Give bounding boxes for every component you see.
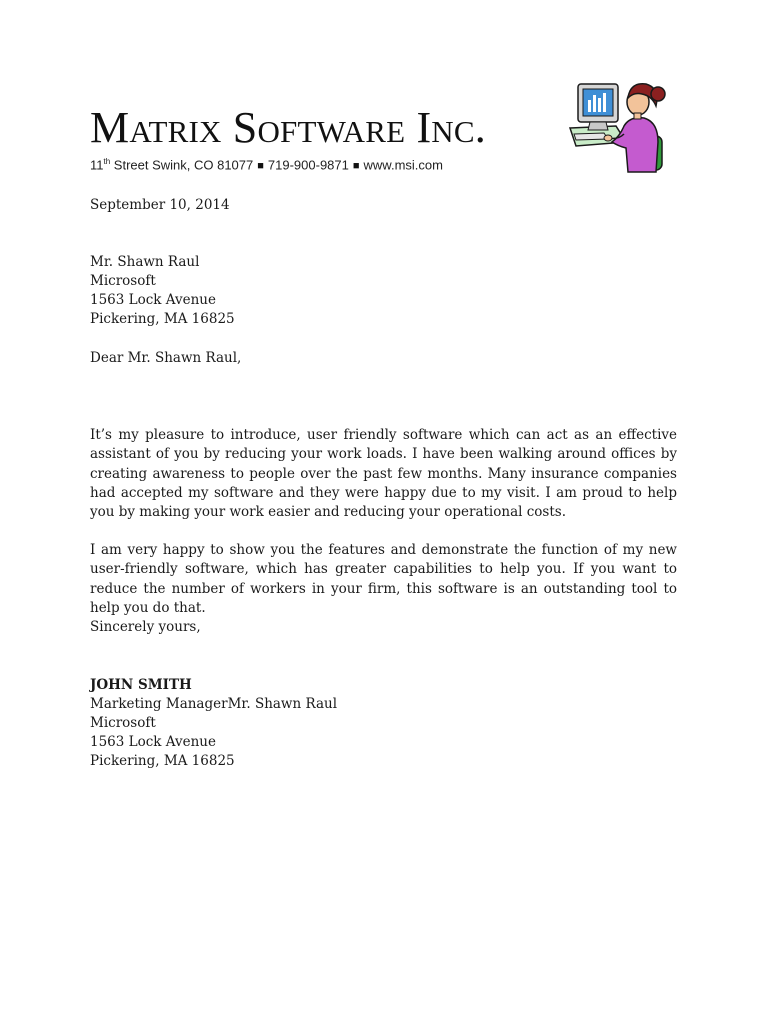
signature-title: Marketing ManagerMr. Shawn Raul (90, 696, 338, 712)
letter-date: September 10, 2014 (90, 197, 230, 213)
separator-icon: ■ (257, 160, 264, 173)
signature-company: Microsoft (90, 715, 156, 731)
separator-icon: ■ (352, 160, 360, 173)
address-street: Street Swink, CO 81077 (110, 157, 254, 173)
recipient-name: Mr. Shawn Raul (90, 254, 200, 270)
recipient-street: 1563 Lock Avenue (90, 292, 216, 308)
body-paragraph-1: It’s my pleasure to introduce, user friendly software which can act as an effective assistant of you by reducing your work loads. I have been walking around offices by creating awareness to people over the past few months. Many insurance companies had accepted my software and they were happy due to my visit. I am proud to help you by making your work easier and reducing your operational costs. (90, 427, 677, 521)
address-number: 11 (90, 157, 104, 173)
recipient-company: Microsoft (90, 273, 156, 289)
contact-line (90, 157, 443, 172)
signature-name: JOHN SMITH (90, 677, 192, 693)
woman-at-computer-icon (568, 76, 668, 178)
company-name: Matrix Software Inc. (90, 103, 486, 152)
closing: Sincerely yours, (90, 619, 201, 635)
body-paragraph-2: I am very happy to show you the features and demonstrate the function of my new user-friendly software, which has greater capabilities to help you. If you want to reduce the number of workers in your firm, this software is an outstanding tool to help you do that. (90, 542, 677, 616)
website-link: www.msi.com (363, 157, 443, 173)
signature-street: 1563 Lock Avenue (90, 734, 216, 750)
address-ordinal: th (103, 157, 111, 166)
salutation: Dear Mr. Shawn Raul, (90, 350, 242, 366)
recipient-city: Pickering, MA 16825 (90, 311, 235, 327)
signature-city: Pickering, MA 16825 (90, 753, 235, 769)
phone-number: 719-900-9871 (267, 157, 349, 173)
